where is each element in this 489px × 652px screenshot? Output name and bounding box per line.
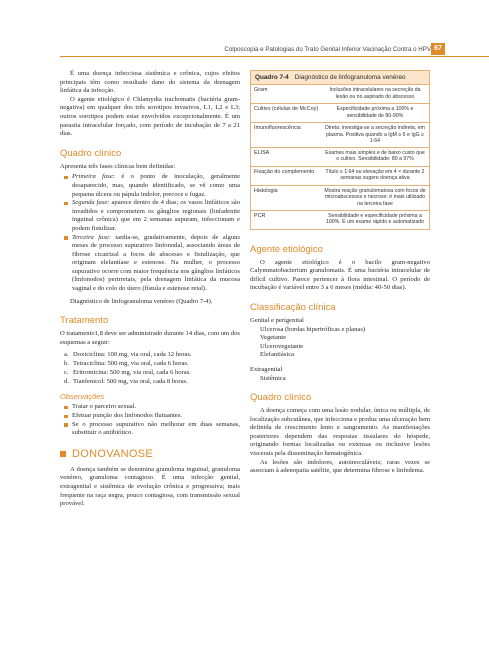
- table-row: Cultivo (células de McCoy) Especificidade próxima a 100% e sensibilidade de 80-90%: [251, 103, 429, 122]
- list-item: c. Eritromicina: 500 mg, via oral, cada 6 horas.: [64, 369, 191, 377]
- agent-heading: Agente etiológico: [250, 243, 323, 255]
- list-item: Se o processo supurativo não melhorar em duas semanas, substituir o antibiótico.: [64, 421, 240, 438]
- clinical-heading: Quadro clínico: [60, 147, 122, 159]
- diagnosis-box: [250, 70, 430, 230]
- list-item: Elefantiásica: [260, 351, 295, 359]
- table-row: PCR Sensibilidade e especificidade próxima a 100%. É um exame rápido e automatizado: [251, 210, 429, 229]
- treatment-intro: O tratamento1,8 deve ser administrado durante 14 dias, com um dos esquemas a seguir:: [60, 330, 240, 346]
- table-row: Histologia Mostra reação granulomatosa com focos de microabscessos e necrose; é mais utilizado na terceira fase: [251, 185, 429, 210]
- donovanose-paragraph: A doença também se denomina granuloma inguinal, granuloma venéreo, granuloma contagioso. É uma infecção genital, extragenital e sistêmica de evolução crônica e progressiva; mais frequente na raça negra, pouco contagiosa, com transmissão sexual provável.: [60, 465, 240, 508]
- clinical-paragraph-2: As lesões são indolores, autoinoculáveis; raras vezes se associam à adenopatia satélite, que determina fibrose e linfedema.: [250, 458, 430, 475]
- running-title: Colposcopia e Patologias do Trato Genital Inferior Vacinação Contra o HPV: [224, 46, 431, 53]
- clinical-intro: Apresenta três fases clínicas bem definidas:: [60, 162, 176, 170]
- right-column: [250, 70, 430, 476]
- list-item: Efetuar punção dos linfonodos flutuantes.: [64, 412, 240, 421]
- table-row: Fixação do complemento Título ≥ 1:64 ou elevação em 4 × durante 2 semanas sugere doença ativa: [251, 166, 429, 185]
- clinical-paragraph-1: A doença começa com uma lesão nodular, única ou múltipla, de localização subcutânea, que infecciona e produz uma ulceração bem definida de crescimento lento e sangramento. As manifestações posteriores dependem das respostas tissulares do hóspede, originando formas localizadas ou extensas ou inclusive lesões viscerais pela disseminação hematogênica.: [250, 407, 430, 458]
- agent-paragraph: O agente etiológico é o bacilo gram-negativo Calymmatobacterium granulomatis. É uma bactéria intracelular de difícil cultivo. Parece pertencer à flora intestinal. O período de incubação é variável entre 3 a 6 meses (média: 40-50 dias).: [250, 258, 430, 292]
- table-row: ELISA Exames mais simples e de baixo custo que o cultivo. Sensibilidade: 80 a 97%: [251, 147, 429, 166]
- list-item: a. Doxiciclina: 100 mg, via oral, cada 12 horas.: [64, 351, 192, 359]
- observations-list: [64, 403, 240, 437]
- observations-heading: Observações: [60, 392, 105, 402]
- bullet-square-icon: [64, 423, 68, 427]
- regimen-list: [64, 350, 240, 386]
- phases-list: [64, 173, 240, 293]
- bullet-square-icon: [64, 202, 68, 206]
- treatment-heading: Tratamento: [60, 315, 109, 327]
- donovanose-heading: DONOVANOSE: [60, 448, 240, 460]
- table-row: Gram Inclusões intracelulares na secreção da lesão ou no aspirado do abscesso: [251, 84, 429, 103]
- list-item: Ulcerovegetante: [260, 342, 304, 350]
- page-number: 67: [431, 43, 445, 55]
- list-item: Vegetante: [260, 334, 286, 342]
- section-square-icon: [60, 451, 66, 457]
- list-item: Primeira fase: é o ponto de inoculação, geralmente desaparecido, mas, quando identificado, se vê como uma pequena úlcera ou pápula indolor, precoce e fugaz.: [64, 173, 240, 199]
- bullet-square-icon: [64, 406, 68, 410]
- list-item: Terceira fase: tardia-se, gradativamente, depois de alguns meses de processo supurativo linfonodal, associando áreas de fibrose cicatrizal a focos de abscesso e fistulização, que originam elefantíase e estenose. Na mulher, o processo supurativo ocorre com maior frequência nos gânglios linfáticos (linfonodos) perirretais, pela drenagem linfática da mucosa vaginal e do colo do útero (fístula e estenose retal).: [64, 234, 240, 294]
- clinical-heading-right: Quadro clínico: [250, 392, 312, 404]
- list-item: b. Tetraciclina: 500 mg, via oral, cada 6 horas.: [64, 360, 189, 368]
- bullet-square-icon: [64, 236, 68, 240]
- list-item: Sistêmica: [260, 374, 286, 382]
- table-row: Imunofluorescência Direta: investiga-se a secreção indireta, em plasma. Positiva quando a IgM ≥ 6 e IgG ≥ 1:64: [251, 122, 429, 147]
- bullet-square-icon: [64, 176, 68, 180]
- intro-paragraph-1: É uma doença infecciosa sistêmica e crônica, cujos efeitos principais têm como resultado dano do sistema da drenagem linfática da infecção.: [60, 70, 240, 95]
- list-item: Segunda fase: aparece dentro de 4 dias; os vasos linfáticos são invadidos e comprometem os gânglios regionais (linfadenite inguinal crônica) que em 2 semanas supuram, infeccionam e podem fistulizar.: [64, 199, 240, 233]
- left-column: [60, 70, 240, 509]
- list-item: Genital e perigenital: [250, 316, 304, 324]
- intro-paragraph-2: O agente etiológico é Chlamydia trachomatis (bactéria gram-negativa) em qualquer dos três sorotipos invasivos, L1, L2 e L3; outros sorotipos podem estar envolvidos excepcionalmente. É um parasita intracelular forçado, com período de incubação de 7 a 21 dias.: [60, 95, 240, 138]
- list-item: d. Tianfenicol: 500 mg, via oral, cada 8 horas.: [64, 378, 188, 386]
- list-item: Tratar o parceiro sexual.: [64, 403, 240, 412]
- list-item: Ulcerosa (bordas hipertróficas e planas): [260, 325, 366, 333]
- list-item: Extragenital: [250, 365, 283, 373]
- bullet-square-icon: [64, 415, 68, 419]
- classification-list: [250, 317, 430, 383]
- diagnosis-note: Diagnóstico de linfogranuloma venéreo (Quadro 7-4).: [70, 297, 213, 305]
- box-header: Quadro 7-4 Diagnóstico de linfogranuloma venéreo: [251, 71, 429, 84]
- classification-heading: Classificação clínica: [250, 301, 336, 313]
